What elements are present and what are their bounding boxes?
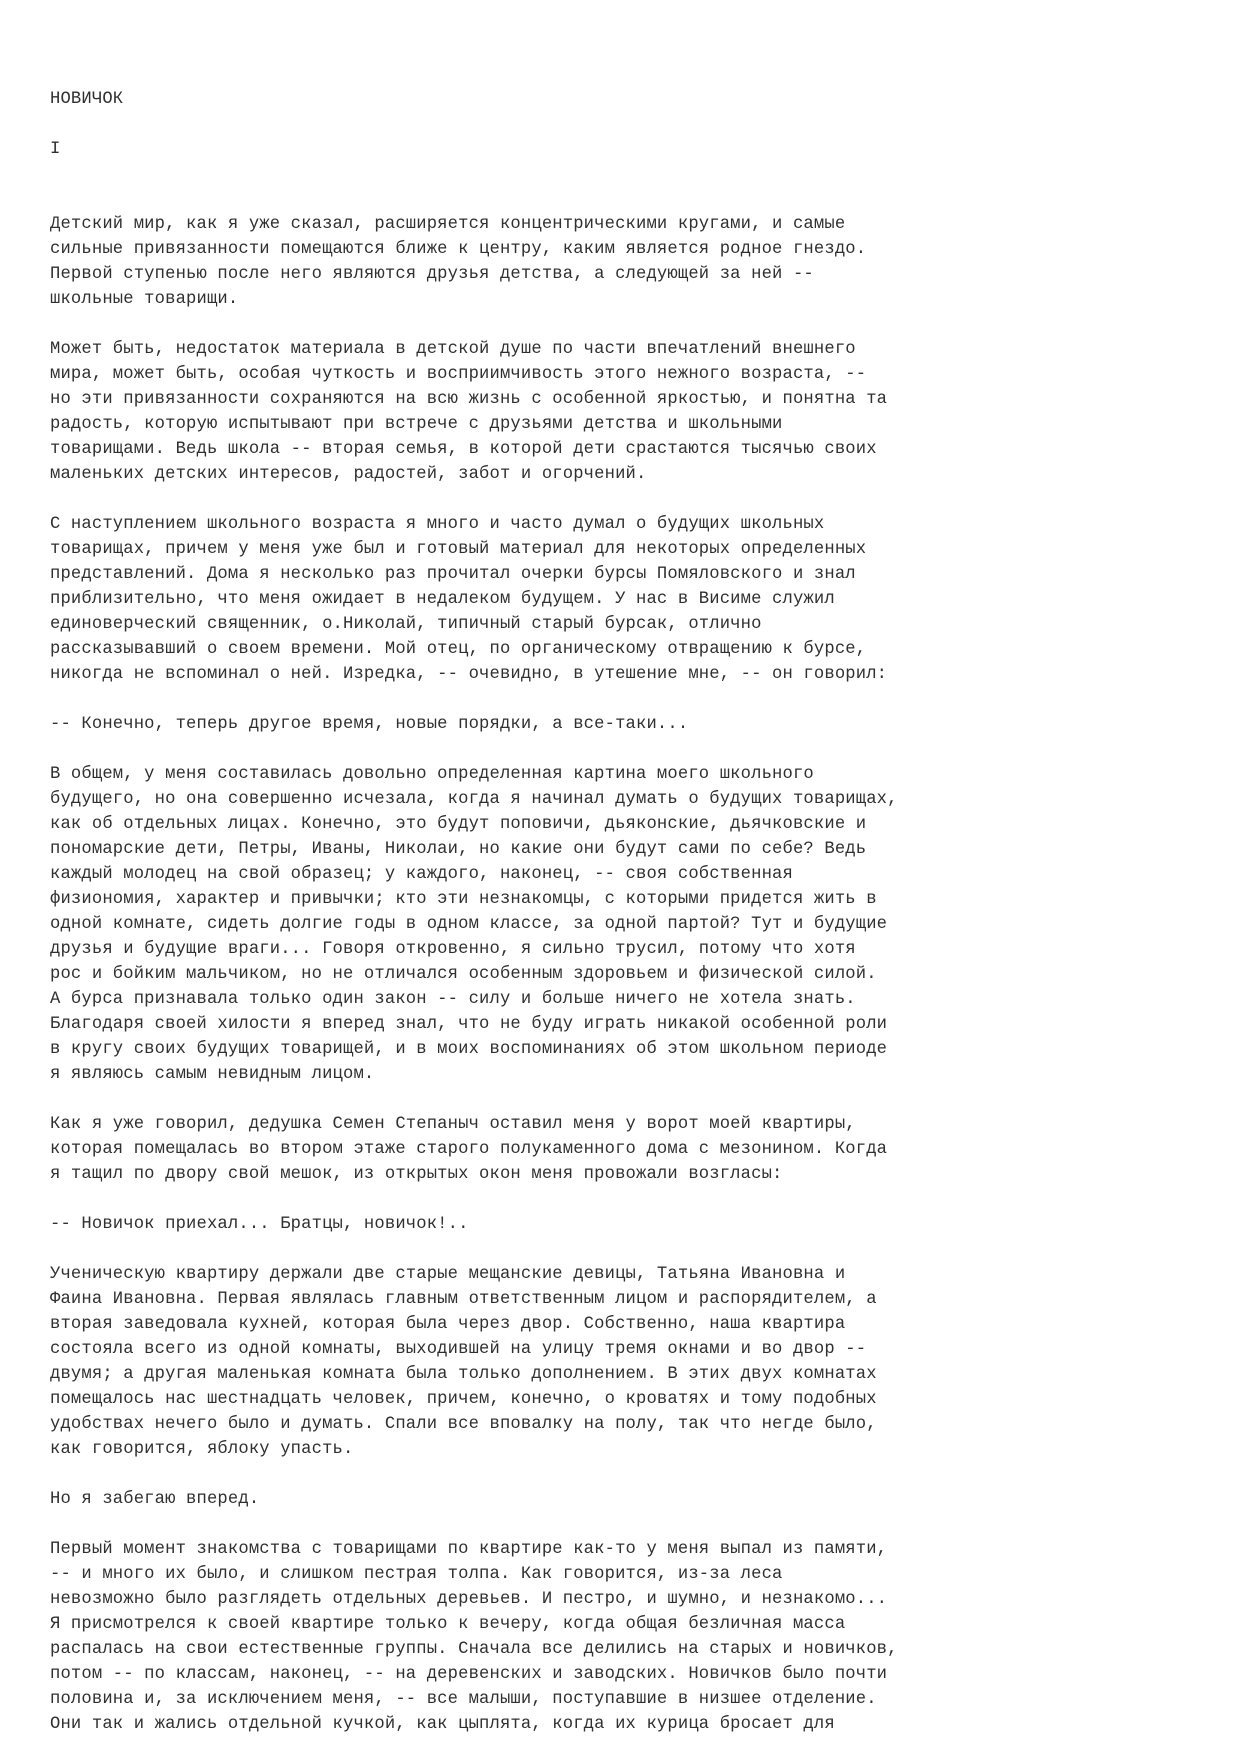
text-line: но эти привязанности сохраняются на всю жизнь с особенной яркостью, и понятна та xyxy=(50,390,888,409)
text-line: удобствах нечего было и думать. Спали все вповалку на полу, так что негде было, xyxy=(50,1415,877,1434)
text-line: В общем, у меня составилась довольно определенная картина моего школьного xyxy=(50,765,814,784)
spacer xyxy=(50,187,1182,212)
document-body xyxy=(50,212,1182,1737)
spacer xyxy=(50,112,1182,137)
text-line: которая помещалась во втором этаже старого полукаменного дома с мезонином. Когда xyxy=(50,1140,888,1159)
text-line: распалась на свои естественные группы. Сначала все делились на старых и новичков, xyxy=(50,1640,898,1659)
text-line: Благодаря своей хилости я вперед знал, что не буду играть никакой особенной роли xyxy=(50,1015,888,1034)
paragraph xyxy=(50,1212,1182,1237)
paragraph xyxy=(50,712,1182,737)
text-line: Детский мир, как я уже сказал, расширяется концентрическими кругами, и самые xyxy=(50,215,846,234)
text-line: единоверческий священник, о.Николай, типичный старый бурсак, отлично xyxy=(50,615,762,634)
text-line: в кругу своих будущих товарищей, и в моих воспоминаниях об этом школьном периоде xyxy=(50,1040,888,1059)
text-line: рассказывавший о своем времени. Мой отец, по органическому отвращению к бурсе, xyxy=(50,640,867,659)
text-line: приблизительно, что меня ожидает в недалеком будущем. У нас в Висиме служил xyxy=(50,590,835,609)
text-line: как об отдельных лицах. Конечно, это будут поповичи, дьяконские, дьячковские и xyxy=(50,815,867,834)
paragraph xyxy=(50,1262,1182,1462)
text-line: Они так и жались отдельной кучкой, как цыплята, когда их курица бросает для xyxy=(50,1715,835,1734)
text-line: товарищах, причем у меня уже был и готовый материал для некоторых определенных xyxy=(50,540,867,559)
text-line: состояла всего из одной комнаты, выходившей на улицу тремя окнами и во двор -- xyxy=(50,1340,867,1359)
text-line: школьные товарищи. xyxy=(50,290,239,309)
text-line: представлений. Дома я несколько раз прочитал очерки бурсы Помяловского и знал xyxy=(50,565,856,584)
text-line: А бурса признавала только один закон -- силу и больше ничего не хотела знать. xyxy=(50,990,856,1009)
text-line: пономарские дети, Петры, Иваны, Николаи, но какие они будут сами по себе? Ведь xyxy=(50,840,867,859)
text-line: рос и бойким мальчиком, но не отличался особенным здоровьем и физической силой. xyxy=(50,965,877,984)
paragraph xyxy=(50,337,1182,487)
spacer xyxy=(50,487,1182,512)
text-line: Как я уже говорил, дедушка Семен Степаныч оставил меня у ворот моей квартиры, xyxy=(50,1115,856,1134)
text-line: -- Конечно, теперь другое время, новые порядки, а все-таки... xyxy=(50,715,689,734)
text-line: Ученическую квартиру держали две старые мещанские девицы, Татьяна Ивановна и xyxy=(50,1265,846,1284)
paragraph xyxy=(50,212,1182,312)
paragraph xyxy=(50,762,1182,1087)
text-line: вторая заведовала кухней, которая была через двор. Собственно, наша квартира xyxy=(50,1315,846,1334)
text-line: Я присмотрелся к своей квартире только к вечеру, когда общая безличная масса xyxy=(50,1615,846,1634)
spacer xyxy=(50,1187,1182,1212)
text-line: маленьких детских интересов, радостей, забот и огорчений. xyxy=(50,465,647,484)
text-line: никогда не вспоминал о ней. Изредка, -- очевидно, в утешение мне, -- он говорил: xyxy=(50,665,888,684)
text-line: -- Новичок приехал... Братцы, новичок!.. xyxy=(50,1215,469,1234)
text-line: Может быть, недостаток материала в детской душе по части впечатлений внешнего xyxy=(50,340,856,359)
document-title: НОВИЧОК xyxy=(50,90,124,109)
spacer xyxy=(50,162,1182,187)
text-line: я являюсь самым невидным лицом. xyxy=(50,1065,375,1084)
text-line: невозможно было разглядеть отдельных деревьев. И пестро, и шумно, и незнакомо... xyxy=(50,1590,888,1609)
spacer xyxy=(50,737,1182,762)
text-line: как говорится, яблоку упасть. xyxy=(50,1440,354,1459)
text-line: Фаина Ивановна. Первая являлась главным ответственным лицом и распорядителем, а xyxy=(50,1290,877,1309)
text-line: друзья и будущие враги... Говоря откровенно, я сильно трусил, потому что хотя xyxy=(50,940,856,959)
paragraph xyxy=(50,1112,1182,1187)
text-line: С наступлением школьного возраста я много и часто думал о будущих школьных xyxy=(50,515,825,534)
text-line: Но я забегаю вперед. xyxy=(50,1490,260,1509)
text-line: половина и, за исключением меня, -- все малыши, поступавшие в низшее отделение. xyxy=(50,1690,877,1709)
text-line: физиономия, характер и привычки; кто эти незнакомцы, с которыми придется жить в xyxy=(50,890,877,909)
text-line: радость, которую испытывают при встрече с друзьями детства и школьными xyxy=(50,415,783,434)
spacer xyxy=(50,687,1182,712)
paragraph xyxy=(50,1537,1182,1737)
text-line: одной комнате, сидеть долгие годы в одном классе, за одной партой? Тут и будущие xyxy=(50,915,888,934)
text-line: товарищами. Ведь школа -- вторая семья, в которой дети срастаются тысячью своих xyxy=(50,440,877,459)
paragraph xyxy=(50,1487,1182,1512)
spacer xyxy=(50,1237,1182,1262)
text-line: каждый молодец на свой образец; у каждого, наконец, -- своя собственная xyxy=(50,865,793,884)
chapter-number: I xyxy=(50,140,61,159)
text-line: мира, может быть, особая чуткость и восприимчивость этого нежного возраста, -- xyxy=(50,365,867,384)
text-line: Первый момент знакомства с товарищами по квартире как-то у меня выпал из памяти, xyxy=(50,1540,888,1559)
text-line: я тащил по двору свой мешок, из открытых окон меня провожали возгласы: xyxy=(50,1165,783,1184)
text-line: Первой ступенью после него являются друзья детства, а следующей за ней -- xyxy=(50,265,814,284)
paragraph xyxy=(50,512,1182,687)
text-line: потом -- по классам, наконец, -- на деревенских и заводских. Новичков было почти xyxy=(50,1665,888,1684)
spacer xyxy=(50,1462,1182,1487)
spacer xyxy=(50,1512,1182,1537)
text-line: двумя; а другая маленькая комната была только дополнением. В этих двух комнатах xyxy=(50,1365,877,1384)
spacer xyxy=(50,312,1182,337)
spacer xyxy=(50,1087,1182,1112)
text-line: помещалось нас шестнадцать человек, причем, конечно, о кроватях и тому подобных xyxy=(50,1390,877,1409)
text-line: будущего, но она совершенно исчезала, когда я начинал думать о будущих товарищах, xyxy=(50,790,898,809)
text-line: сильные привязанности помещаются ближе к центру, каким является родное гнездо. xyxy=(50,240,867,259)
text-line: -- и много их было, и слишком пестрая толпа. Как говорится, из-за леса xyxy=(50,1565,783,1584)
